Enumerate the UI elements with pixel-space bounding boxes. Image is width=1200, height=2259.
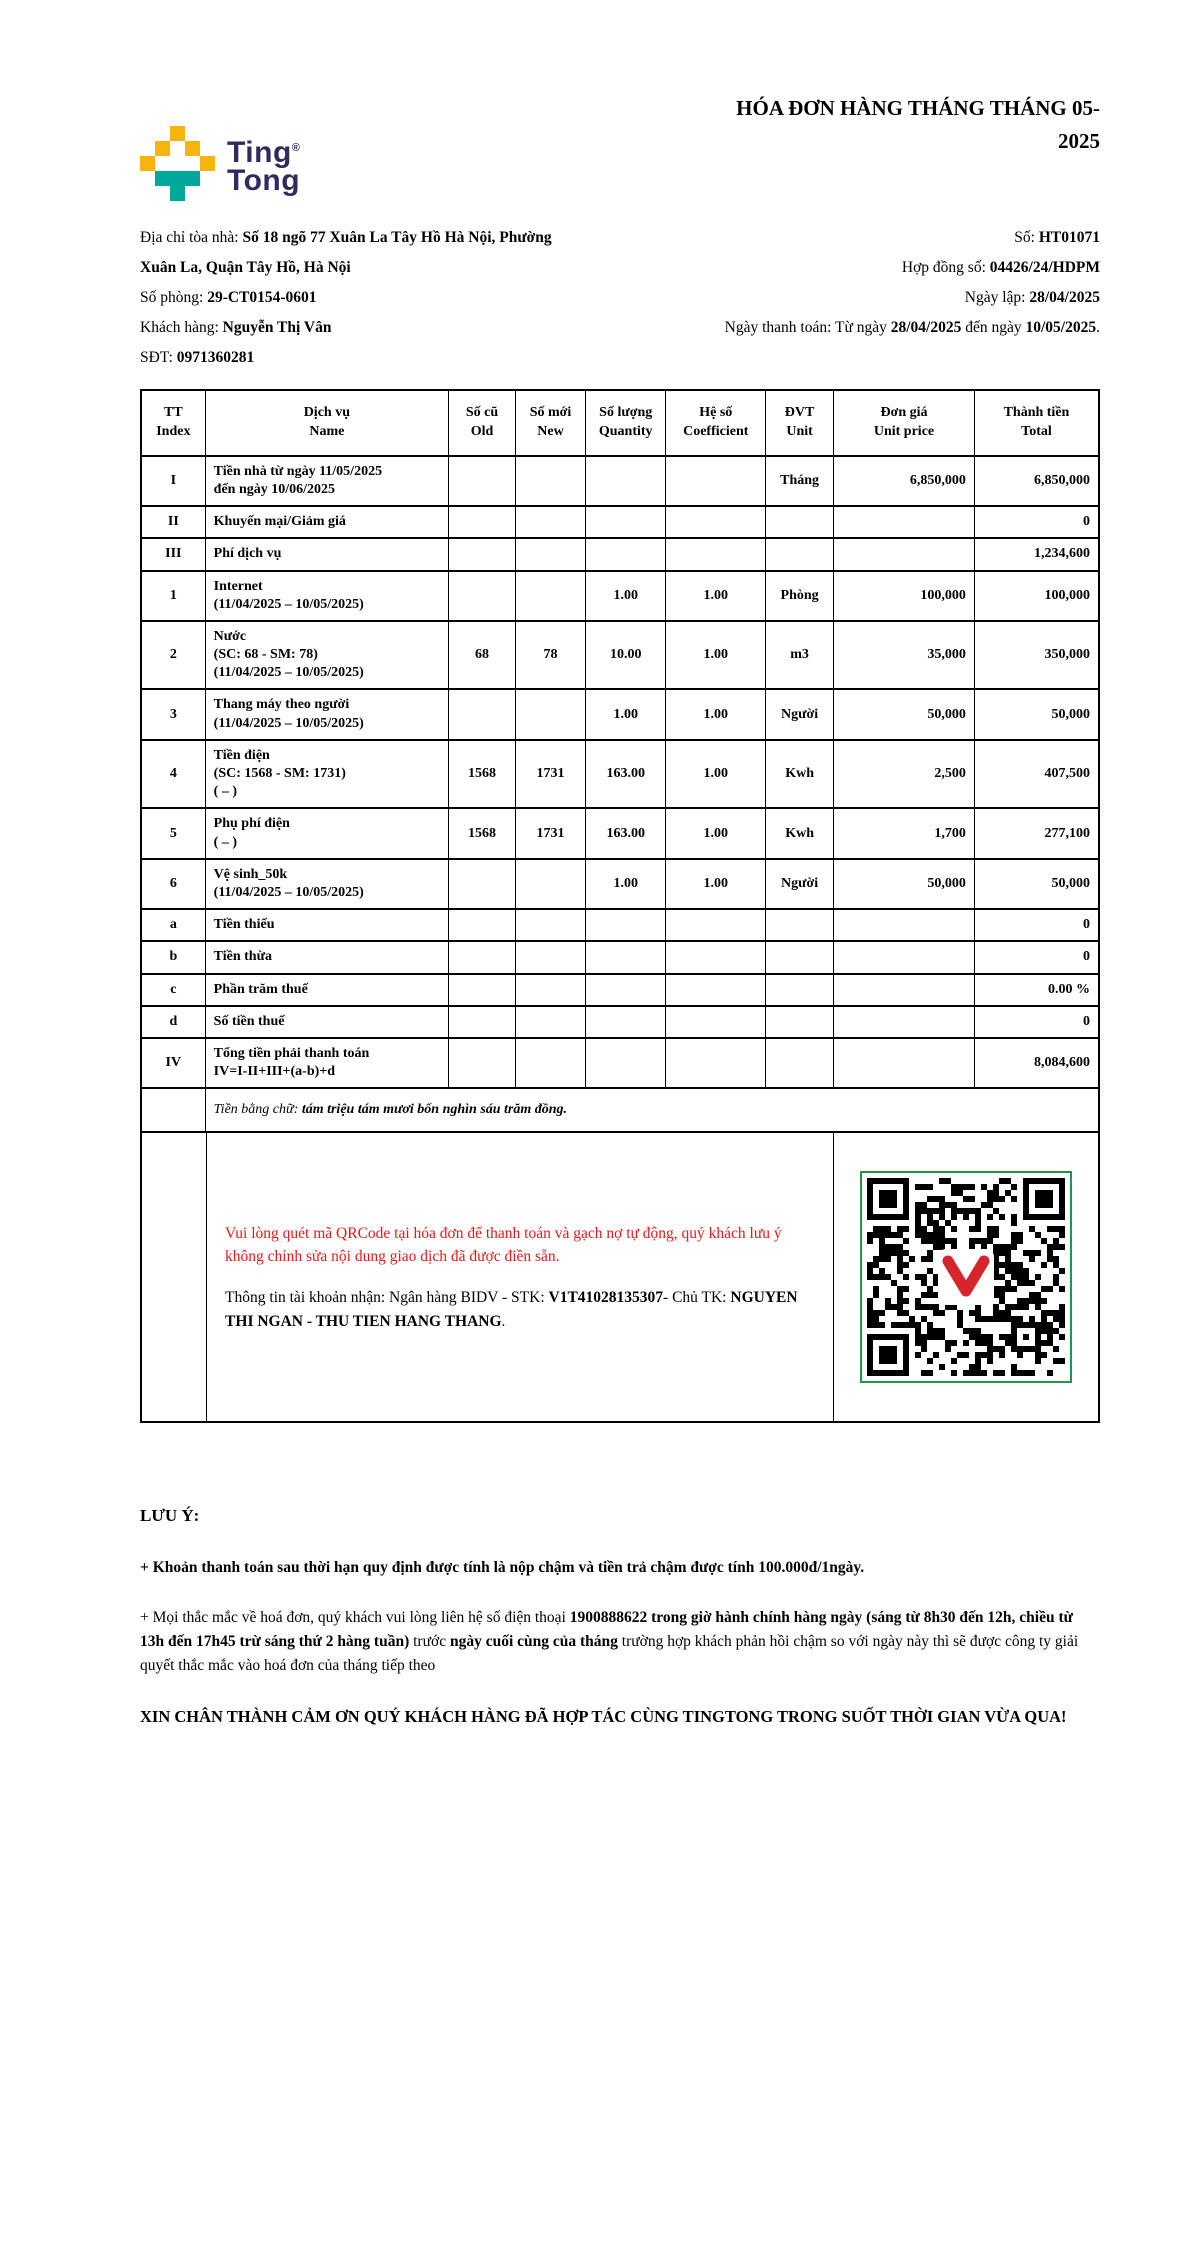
cell-unit-price — [834, 506, 975, 538]
cell-old: 1568 — [449, 740, 516, 809]
cell-index: c — [141, 974, 205, 1006]
cell-unit-price — [834, 1006, 975, 1038]
cell-old — [449, 974, 516, 1006]
service-name-line: Tiền thừa — [213, 949, 272, 965]
cell-unit-price — [834, 974, 975, 1006]
amount-in-words — [205, 1088, 1099, 1132]
cell-unit — [766, 941, 834, 973]
cell-index: 2 — [141, 621, 205, 690]
cell-new — [516, 1006, 586, 1038]
service-name-line: Nước — [213, 628, 247, 644]
info-line — [140, 343, 591, 373]
cell-unit-price: 100,000 — [834, 571, 975, 621]
text-run: Ngày lập: — [964, 289, 1030, 306]
column-header-vi: TT — [163, 405, 183, 420]
cell-quantity: 10.00 — [585, 621, 665, 690]
cell-index: 6 — [141, 859, 205, 909]
service-name-line: Tiền điện — [213, 747, 270, 763]
cell-unit — [766, 506, 834, 538]
column-header — [585, 390, 665, 456]
cell-name — [205, 538, 448, 570]
service-name-line: Tiền thiếu — [213, 917, 275, 933]
cell-total: 277,100 — [974, 808, 1099, 858]
cell-new: 1731 — [516, 740, 586, 809]
notes-heading: LƯU Ý: — [140, 1506, 200, 1526]
cell-unit-price — [834, 909, 975, 941]
table-row — [141, 808, 1099, 858]
cell-name — [205, 941, 448, 973]
cell-name — [205, 740, 448, 809]
cell-old: 1568 — [449, 808, 516, 858]
logo-pixel — [170, 186, 185, 201]
charges-table — [140, 389, 1100, 1133]
column-header — [205, 390, 448, 456]
text-run: Hợp đồng số: — [901, 259, 990, 276]
service-name-line: Internet — [213, 578, 263, 594]
cell-coefficient — [666, 941, 766, 973]
column-header-en: Unit — [786, 423, 813, 439]
service-name-line: (11/04/2025 – 10/05/2025) — [213, 884, 364, 900]
info-line — [610, 313, 1100, 343]
cell-index: b — [141, 941, 205, 973]
header — [140, 92, 1100, 201]
cell-unit: Kwh — [766, 808, 834, 858]
cell-index: II — [141, 506, 205, 538]
invoice-title-line1: HÓA ĐƠN HÀNG THÁNG THÁNG 05- — [736, 96, 1100, 120]
cell-index: d — [141, 1006, 205, 1038]
info-line — [610, 283, 1100, 313]
cell-unit — [766, 538, 834, 570]
payment-instructions — [207, 1133, 833, 1421]
note-late-payment: + Khoản thanh toán sau thời hạn quy định được tính là nộp chậm và tiền trả chậm được tính 100.000đ/1ngày. — [140, 1558, 865, 1576]
info-line — [610, 253, 1100, 283]
text-run: 29-CT0154-0601 — [207, 289, 317, 306]
cell-new — [516, 941, 586, 973]
cell-new — [516, 571, 586, 621]
cell-coefficient: 1.00 — [666, 571, 766, 621]
cell-name — [205, 506, 448, 538]
amount-in-words-spacer — [141, 1088, 205, 1132]
cell-unit — [766, 974, 834, 1006]
amount-in-words-label: Tiền bằng chữ: — [213, 1102, 302, 1118]
cell-new: 1731 — [516, 808, 586, 858]
cell-unit-price: 2,500 — [834, 740, 975, 809]
service-name-line: (11/04/2025 – 10/05/2025) — [213, 665, 364, 681]
cell-new — [516, 456, 586, 506]
text-run: Nguyễn Thị Vân — [222, 319, 332, 336]
cell-name — [205, 1006, 448, 1038]
cell-index: a — [141, 909, 205, 941]
cell-quantity — [585, 1006, 665, 1038]
column-header — [766, 390, 834, 456]
cell-coefficient: 1.00 — [666, 808, 766, 858]
logo-pixel — [170, 126, 185, 141]
cell-old — [449, 506, 516, 538]
cell-coefficient: 1.00 — [666, 740, 766, 809]
tingtong-logo-icon — [140, 126, 215, 201]
cell-coefficient — [666, 909, 766, 941]
service-name-line: IV=I-II+III+(a-b)+d — [213, 1064, 336, 1080]
service-name-line: (11/04/2025 – 10/05/2025) — [213, 715, 364, 731]
thanks-message: XIN CHÂN THÀNH CẢM ƠN QUÝ KHÁCH HÀNG ĐÃ HỢP TÁC CÙNG TINGTONG TRONG SUỐT THỜI GIAN VỪA QUA! — [140, 1706, 1067, 1726]
service-name-line: (SC: 1568 - SM: 1731) — [213, 766, 346, 782]
text-run: - Chủ TK: — [663, 1289, 731, 1307]
cell-unit: Tháng — [766, 456, 834, 506]
column-header-vi: Đơn giá — [880, 405, 928, 420]
cell-index: 1 — [141, 571, 205, 621]
logo-tong: Tong — [227, 164, 301, 197]
cell-unit-price: 50,000 — [834, 689, 975, 739]
cell-unit: Người — [766, 689, 834, 739]
cell-total: 0 — [974, 506, 1099, 538]
text-run: 10/05/2025 — [1025, 319, 1097, 336]
logo-pixel — [155, 141, 170, 156]
text-run: trường hợp khách phản hồi chậm so với ngày này thì sẽ được công ty giải quyết thắc mắc vào hoá đơn của tháng tiếp theo — [140, 1632, 1079, 1674]
cell-old: 68 — [449, 621, 516, 690]
cell-old — [449, 1038, 516, 1088]
invoice-title-line2: 2025 — [1058, 128, 1100, 153]
table-header-row — [141, 390, 1099, 456]
cell-old — [449, 456, 516, 506]
table-row — [141, 456, 1099, 506]
cell-old — [449, 689, 516, 739]
logo-pixel — [155, 171, 200, 186]
service-name-line: (SC: 68 - SM: 78) — [213, 647, 318, 663]
service-name-line: Số tiền thuế — [213, 1013, 285, 1029]
service-name-line: (11/04/2025 – 10/05/2025) — [213, 596, 364, 612]
table-body — [141, 456, 1099, 1133]
text-run: V1T41028135307 — [548, 1289, 664, 1307]
text-run: HT01071 — [1038, 229, 1100, 246]
cell-old — [449, 859, 516, 909]
text-run: Số 18 ngõ 77 Xuân La Tây Hồ Hà Nội, Phường Xuân La, Quận Tây Hồ, Hà Nội — [140, 229, 552, 276]
service-name-line: Thang máy theo người — [213, 697, 350, 713]
text-run: Địa chỉ tòa nhà: — [140, 229, 243, 246]
logo-ting: Ting — [227, 136, 292, 169]
table-row — [141, 538, 1099, 570]
cell-coefficient — [666, 456, 766, 506]
cell-total: 100,000 — [974, 571, 1099, 621]
text-run: đến ngày — [961, 319, 1026, 336]
text-run: 0971360281 — [176, 349, 255, 366]
column-header-vi: ĐVT — [784, 405, 815, 420]
cell-name — [205, 689, 448, 739]
cell-total: 0 — [974, 1006, 1099, 1038]
service-name-line: Vệ sinh_50k — [213, 866, 288, 882]
cell-old — [449, 1006, 516, 1038]
column-header-en: Old — [470, 423, 494, 439]
cell-unit: Kwh — [766, 740, 834, 809]
cell-name — [205, 1038, 448, 1088]
customer-info — [140, 223, 591, 373]
column-header-vi: Số lượng — [599, 405, 653, 420]
cell-index: 5 — [141, 808, 205, 858]
cell-new — [516, 974, 586, 1006]
column-header-en: Coefficient — [683, 423, 749, 439]
text-run: 1900888622 trong giờ hành chính hàng ngày (sáng từ 8h30 đến 12h, chiều từ 13h đến 17h45 trừ sáng thứ 2 hàng tuần) — [140, 1608, 1073, 1650]
cell-total: 350,000 — [974, 621, 1099, 690]
column-header — [516, 390, 586, 456]
cell-coefficient: 1.00 — [666, 621, 766, 690]
info-line — [610, 223, 1100, 253]
cell-unit: m3 — [766, 621, 834, 690]
cell-total: 50,000 — [974, 689, 1099, 739]
column-header — [834, 390, 975, 456]
cell-unit-price: 50,000 — [834, 859, 975, 909]
cell-total: 1,234,600 — [974, 538, 1099, 570]
cell-coefficient — [666, 506, 766, 538]
cell-unit: Phòng — [766, 571, 834, 621]
payment-section — [140, 1133, 1100, 1423]
cell-total: 0.00 % — [974, 974, 1099, 1006]
table-row — [141, 571, 1099, 621]
info-line — [140, 283, 591, 313]
service-name-line: Tiền nhà từ ngày 11/05/2025 — [213, 463, 383, 479]
cell-new — [516, 909, 586, 941]
column-header-vi: Dịch vụ — [303, 405, 350, 420]
text-run: . — [501, 1312, 506, 1330]
cell-total: 50,000 — [974, 859, 1099, 909]
cell-quantity — [585, 506, 665, 538]
service-name-line: đến ngày 10/06/2025 — [213, 481, 336, 497]
cell-quantity — [585, 1038, 665, 1088]
text-run: 28/04/2025 — [890, 319, 962, 336]
cell-unit — [766, 1006, 834, 1038]
table-row — [141, 941, 1099, 973]
cell-quantity — [585, 456, 665, 506]
column-header-en: Name — [309, 423, 345, 439]
cell-quantity: 163.00 — [585, 740, 665, 809]
cell-coefficient — [666, 1038, 766, 1088]
tingtong-logo — [140, 126, 300, 201]
service-name-line: Khuyến mại/Giảm giá — [213, 514, 346, 530]
cell-quantity: 1.00 — [585, 571, 665, 621]
cell-total: 407,500 — [974, 740, 1099, 809]
bank-account-info — [225, 1286, 815, 1333]
invoice-title — [620, 92, 1100, 157]
column-header-en: Unit price — [873, 423, 935, 439]
qr-cell — [833, 1133, 1098, 1421]
cell-total: 0 — [974, 941, 1099, 973]
amount-in-words-row — [141, 1088, 1099, 1132]
cell-coefficient — [666, 1006, 766, 1038]
cell-quantity — [585, 974, 665, 1006]
cell-unit — [766, 1038, 834, 1088]
column-header — [974, 390, 1099, 456]
cell-name — [205, 974, 448, 1006]
info-line — [140, 223, 591, 283]
service-name-line: ( – ) — [213, 834, 237, 850]
registered-mark: ® — [291, 142, 301, 154]
cell-index: 3 — [141, 689, 205, 739]
cell-coefficient — [666, 974, 766, 1006]
table-row — [141, 909, 1099, 941]
cell-old — [449, 571, 516, 621]
table-row — [141, 974, 1099, 1006]
cell-unit-price — [834, 538, 975, 570]
cell-quantity — [585, 941, 665, 973]
column-header-vi: Số cũ — [465, 405, 499, 420]
cell-name — [205, 808, 448, 858]
text-run: 04426/24/HDPM — [989, 259, 1100, 276]
footer-notes — [140, 1503, 1100, 1729]
cell-unit: Người — [766, 859, 834, 909]
cell-old — [449, 538, 516, 570]
note-contact — [140, 1606, 1100, 1678]
cell-new — [516, 1038, 586, 1088]
text-run: Ngày thanh toán: Từ ngày — [724, 319, 891, 336]
cell-unit-price: 35,000 — [834, 621, 975, 690]
text-run: Khách hàng: — [140, 319, 223, 336]
cell-total: 6,850,000 — [974, 456, 1099, 506]
cell-quantity — [585, 538, 665, 570]
table-row — [141, 1038, 1099, 1088]
text-run: ngày cuối cùng của tháng — [449, 1632, 618, 1650]
column-header-vi: Thành tiền — [1003, 405, 1070, 420]
column-header — [141, 390, 205, 456]
table-row — [141, 621, 1099, 690]
cell-name — [205, 456, 448, 506]
column-header — [449, 390, 516, 456]
table-row — [141, 1006, 1099, 1038]
table-row — [141, 859, 1099, 909]
service-name-line: Phần trăm thuế — [213, 981, 308, 997]
table-row — [141, 506, 1099, 538]
cell-total: 0 — [974, 909, 1099, 941]
invoice-info — [140, 223, 1100, 373]
cell-quantity: 163.00 — [585, 808, 665, 858]
text-run: Số phòng: — [140, 289, 208, 306]
table-row — [141, 740, 1099, 809]
logo-pixel — [185, 141, 200, 156]
cell-index: 4 — [141, 740, 205, 809]
table-row — [141, 689, 1099, 739]
logo-wordmark — [227, 134, 300, 195]
column-header-vi: Số mới — [529, 405, 572, 420]
text-run: NGUYEN THI NGAN - THU TIEN HANG THANG — [225, 1289, 798, 1330]
text-run: Thông tin tài khoản nhận: Ngân hàng BIDV - STK: — [225, 1289, 549, 1307]
qr-frame — [860, 1171, 1072, 1383]
info-line — [140, 313, 591, 343]
text-run: + Mọi thắc mắc về hoá đơn, quý khách vui lòng liên hệ số điện thoại — [140, 1608, 570, 1626]
cell-index: IV — [141, 1038, 205, 1088]
cell-new — [516, 859, 586, 909]
invoice-meta — [610, 223, 1100, 373]
payment-section-spacer — [142, 1133, 207, 1421]
qr-code — [867, 1178, 1065, 1376]
cell-index: III — [141, 538, 205, 570]
cell-new — [516, 689, 586, 739]
column-header — [666, 390, 766, 456]
text-run: Số: — [1014, 229, 1039, 246]
cell-new: 78 — [516, 621, 586, 690]
service-name-line: Phụ phí điện — [213, 816, 290, 832]
text-run: trước — [409, 1632, 450, 1650]
cell-old — [449, 941, 516, 973]
amount-in-words-value: tám triệu tám mươi bốn nghìn sáu trăm đồng. — [301, 1102, 568, 1118]
cell-name — [205, 859, 448, 909]
cell-name — [205, 909, 448, 941]
cell-coefficient: 1.00 — [666, 689, 766, 739]
column-header-vi: Hệ số — [699, 405, 733, 420]
cell-old — [449, 909, 516, 941]
cell-coefficient: 1.00 — [666, 859, 766, 909]
text-run: . — [1096, 319, 1100, 336]
service-name-line: ( – ) — [213, 784, 237, 800]
cell-coefficient — [666, 538, 766, 570]
cell-unit-price — [834, 941, 975, 973]
cell-new — [516, 506, 586, 538]
column-header-en: Total — [1021, 423, 1052, 439]
cell-unit-price — [834, 1038, 975, 1088]
cell-total: 8,084,600 — [974, 1038, 1099, 1088]
cell-unit — [766, 909, 834, 941]
table-header — [141, 390, 1099, 456]
cell-name — [205, 621, 448, 690]
column-header-en: Quantity — [598, 423, 653, 439]
service-name-line: Phí dịch vụ — [213, 546, 282, 562]
column-header-en: Index — [156, 423, 191, 439]
logo-pixel — [140, 156, 155, 171]
cell-name — [205, 571, 448, 621]
logo-pixel — [200, 156, 215, 171]
cell-unit-price: 1,700 — [834, 808, 975, 858]
cell-new — [516, 538, 586, 570]
cell-quantity — [585, 909, 665, 941]
qr-payment-note: Vui lòng quét mã QRCode tại hóa đơn để thanh toán và gạch nợ tự động, quý khách lưu ý không chỉnh sửa nội dung giao dịch đã được điền sẵn. — [225, 1224, 782, 1266]
service-name-line: Tổng tiền phải thanh toán — [213, 1045, 370, 1061]
text-run: SĐT: — [140, 349, 177, 366]
cell-unit-price: 6,850,000 — [834, 456, 975, 506]
cell-quantity: 1.00 — [585, 859, 665, 909]
cell-index: I — [141, 456, 205, 506]
text-run: 28/04/2025 — [1029, 289, 1100, 306]
cell-quantity: 1.00 — [585, 689, 665, 739]
column-header-en: New — [537, 423, 564, 439]
